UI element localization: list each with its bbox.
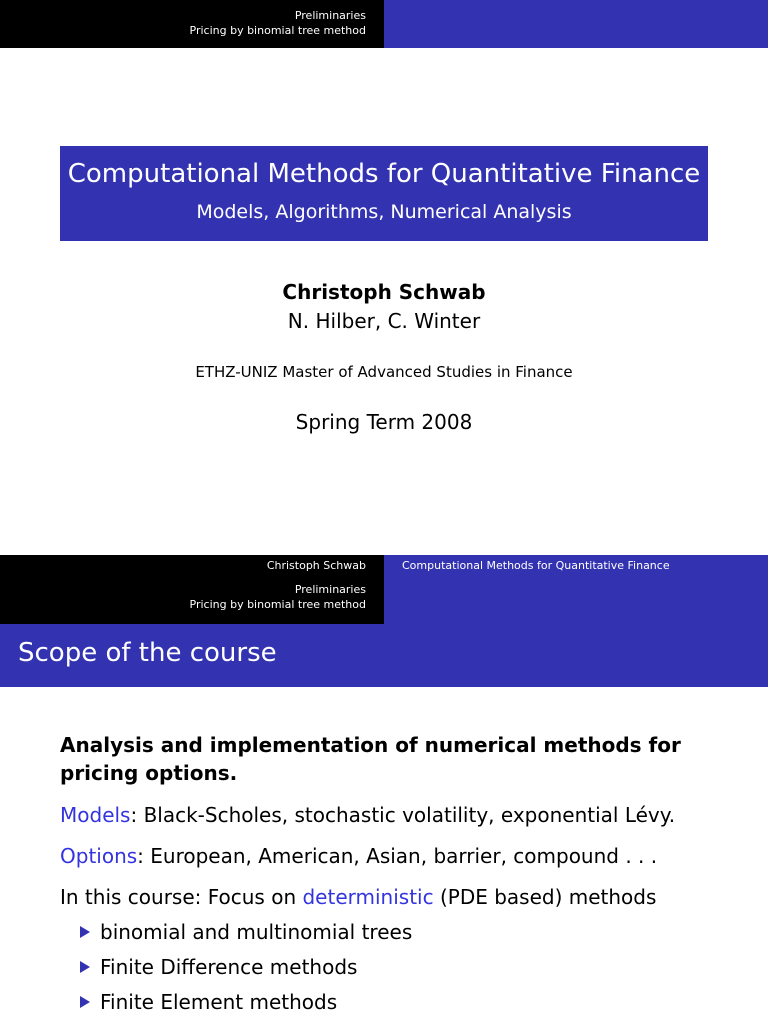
triangle-bullet-icon [80,996,90,1008]
footline-title-bar [384,555,768,575]
models-label: Models [60,803,131,827]
presentation-title: Computational Methods for Quantitative Finance [67,159,701,189]
bullet-text: Finite Element methods [100,990,338,1014]
slide2-headline-nav [0,575,384,624]
bullet-text: binomial and multinomial trees [100,920,413,944]
list-item [80,953,357,981]
presentation-date: Spring Term 2008 [295,410,473,434]
author-name: Christoph Schwab [282,280,486,304]
institute: ETHZ-UNIZ Master of Advanced Studies in Finance [195,363,573,381]
models-text: : Black-Scholes, stochastic volatility, exponential Lévy. [130,803,676,827]
slide1-headline-blue [384,0,768,48]
coauthors: N. Hilber, C. Winter [287,309,481,333]
presentation-subtitle: Models, Algorithms, Numerical Analysis [196,201,572,223]
footline-author-bar [0,555,384,575]
slide2-headline-blue [384,575,768,624]
footline-author: Christoph Schwab [266,559,366,572]
lead-line-1: Analysis and implementation of numerical methods for [60,733,681,757]
frame-title: Scope of the course [0,624,768,687]
headline-subsection[interactable]: Pricing by binomial tree method [189,598,366,611]
lead-line-2: pricing options. [60,761,238,785]
bullet-text: Finite Difference methods [100,955,358,979]
models-line [60,801,740,829]
headline-subsection[interactable]: Pricing by binomial tree method [189,24,366,37]
slide1-headline-nav [0,0,384,48]
focus-suffix: (PDE based) methods [433,885,657,909]
list-item [80,918,412,946]
footline-title: Computational Methods for Quantitative Finance [402,559,670,572]
focus-line [60,883,740,911]
focus-highlight: deterministic [302,885,434,909]
options-line [60,842,740,870]
focus-prefix: In this course: Focus on [60,885,303,909]
title-box [60,146,708,241]
triangle-bullet-icon [80,961,90,973]
triangle-bullet-icon [80,926,90,938]
headline-section[interactable]: Preliminaries [294,9,366,22]
headline-section[interactable]: Preliminaries [294,583,366,596]
options-text: : European, American, Asian, barrier, compound . . . [137,844,658,868]
options-label: Options [60,844,138,868]
list-item [80,988,337,1016]
